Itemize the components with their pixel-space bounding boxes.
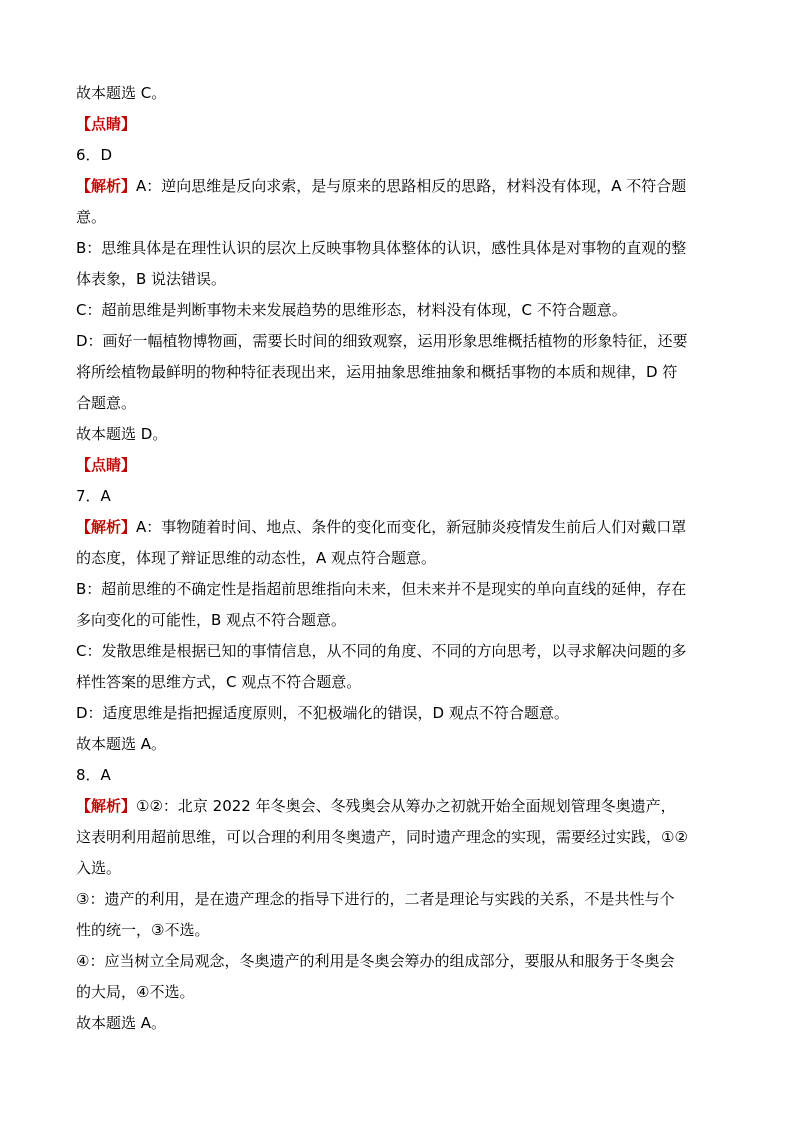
line-text: 6．D xyxy=(76,146,113,164)
text-line xyxy=(76,729,718,760)
line-text: 故本题选 A。 xyxy=(76,735,167,753)
line-text: 8．A xyxy=(76,766,111,784)
line-text: 意。 xyxy=(76,208,107,226)
text-line xyxy=(76,543,718,574)
text-line xyxy=(76,109,718,140)
text-line xyxy=(76,140,718,171)
text-line xyxy=(76,233,718,264)
line-text: 的态度，体现了辩证思维的动态性，A 观点符合题意。 xyxy=(76,549,437,567)
line-text: 体表象，B 说法错误。 xyxy=(76,270,227,288)
text-line xyxy=(76,667,718,698)
text-line xyxy=(76,822,718,853)
line-text: 样性答案的思维方式，C 观点不符合题意。 xyxy=(76,673,362,691)
line-text: C：发散思维是根据已知的事情信息，从不同的角度、不同的方向思考，以寻求解决问题的多 xyxy=(76,642,687,660)
text-line xyxy=(76,78,718,109)
text-line xyxy=(76,357,718,388)
text-line xyxy=(76,946,718,977)
line-text: 这表明利用超前思维，可以合理的利用冬奥遗产，同时遗产理念的实现，需要经过实践，①② xyxy=(76,828,688,846)
text-line xyxy=(76,636,718,667)
text-line xyxy=(76,977,718,1008)
line-text: 将所绘植物最鲜明的物种特征表现出来，运用抽象思维抽象和概括事物的本质和规律，D 符 xyxy=(76,363,678,381)
line-text: 故本题选 A。 xyxy=(76,1014,167,1032)
line-text: D：适度思维是指把握适度原则，不犯极端化的错误，D 观点不符合题意。 xyxy=(76,704,569,722)
line-text: 入选。 xyxy=(76,859,122,877)
text-line xyxy=(76,481,718,512)
text-line xyxy=(76,884,718,915)
line-text: ③：遗产的利用，是在遗产理念的指导下进行的，二者是理论与实践的关系，不是共性与个 xyxy=(76,890,675,908)
line-text: B：思维具体是在理性认识的层次上反映事物具体整体的认识，感性具体是对事物的直观的整 xyxy=(76,239,687,257)
line-text: 7．A xyxy=(76,487,111,505)
text-line xyxy=(76,605,718,636)
section-tag-jiexi: 【解析】 xyxy=(76,797,137,815)
line-text: ④：应当树立全局观念，冬奥遗产的利用是冬奥会筹办的组成部分，要服从和服务于冬奥会 xyxy=(76,952,675,970)
text-line xyxy=(76,574,718,605)
text-line xyxy=(76,419,718,450)
section-tag-dianjing: 【点睛】 xyxy=(76,115,137,133)
section-tag-jiexi: 【解析】 xyxy=(76,177,137,195)
line-text: B：超前思维的不确定性是指超前思维指向未来，但未来并不是现实的单向直线的延伸，存在 xyxy=(76,580,687,598)
text-line xyxy=(76,760,718,791)
text-line xyxy=(76,512,718,543)
line-text: 故本题选 C。 xyxy=(76,84,167,102)
line-text: A：事物随着时间、地点、条件的变化而变化，新冠肺炎疫情发生前后人们对戴口罩 xyxy=(136,518,687,536)
line-text: ①②：北京 2022 年冬奥会、冬残奥会从筹办之初就开始全面规划管理冬奥遗产， xyxy=(136,797,676,815)
line-text: 的大局，④不选。 xyxy=(76,983,195,1001)
text-line xyxy=(76,791,718,822)
line-text: C：超前思维是判断事物未来发展趋势的思维形态，材料没有体现，C 不符合题意。 xyxy=(76,301,627,319)
line-text: A：逆向思维是反向求索，是与原来的思路相反的思路，材料没有体现，A 不符合题 xyxy=(136,177,687,195)
text-line xyxy=(76,915,718,946)
text-line xyxy=(76,202,718,233)
text-line xyxy=(76,450,718,481)
section-tag-jiexi: 【解析】 xyxy=(76,518,137,536)
text-line xyxy=(76,295,718,326)
line-text: 多向变化的可能性，B 观点不符合题意。 xyxy=(76,611,347,629)
line-text: 性的统一，③不选。 xyxy=(76,921,210,939)
text-line xyxy=(76,853,718,884)
text-line xyxy=(76,264,718,295)
line-text: 合题意。 xyxy=(76,394,137,412)
line-text: 故本题选 D。 xyxy=(76,425,168,443)
text-line xyxy=(76,698,718,729)
section-tag-dianjing: 【点睛】 xyxy=(76,456,137,474)
text-line xyxy=(76,326,718,357)
text-line xyxy=(76,171,718,202)
line-text: D：画好一幅植物博物画，需要长时间的细致观察，运用形象思维概括植物的形象特征，还要 xyxy=(76,332,688,350)
text-line xyxy=(76,1008,718,1039)
text-line xyxy=(76,388,718,419)
